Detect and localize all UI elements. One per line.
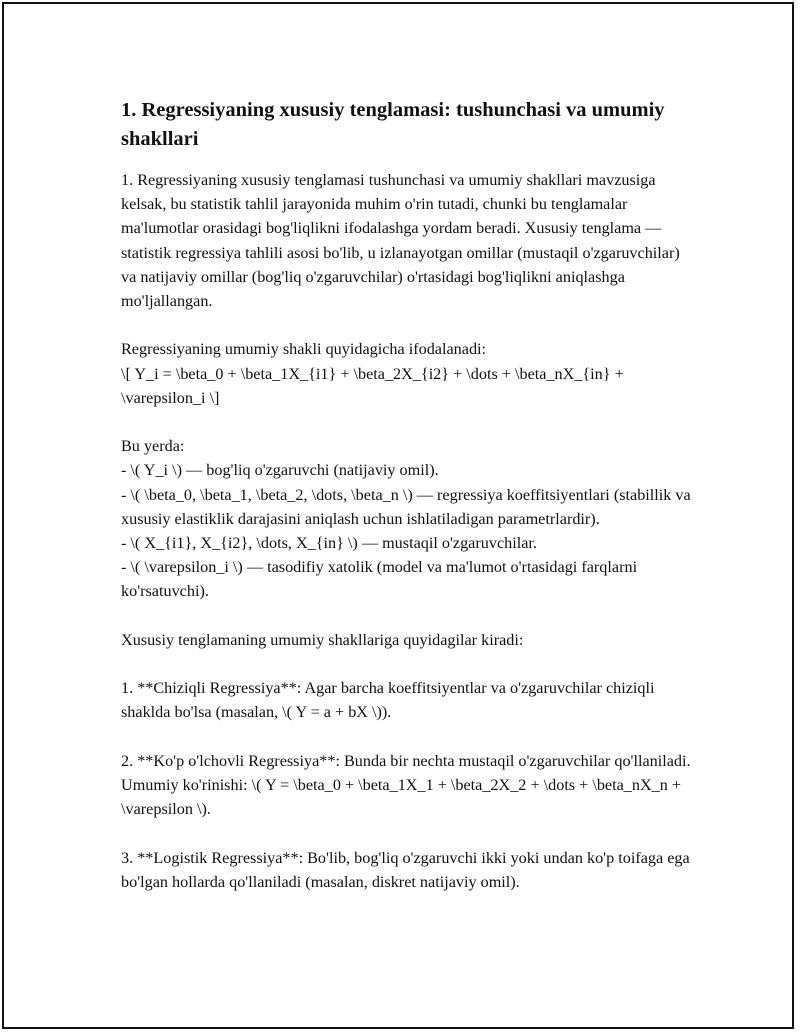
definition-item: - \( X_{i1}, X_{i2}, \dots, X_{in} \) — mustaqil o'zgaruvchilar. [121, 534, 537, 553]
forms-heading: Xususiy tenglamaning umumiy shakllariga quyidagilar kiradi: [121, 630, 524, 649]
definition-item: - \( \beta_0, \beta_1, \beta_2, \dots, \beta_n \) — regressiya koeffitsiyentlari (stabillik va xususiy elastiklik darajasini aniqlash uchun ishlatiladigan parametrlardir). [121, 485, 691, 528]
spacer [121, 821, 691, 845]
spacer [121, 313, 691, 337]
spacer [121, 604, 691, 628]
general-form-equation: \[ Y_i = \beta_0 + \beta_1X_{i1} + \beta_2X_{i2} + \dots + \beta_nX_{in} + \varepsilon_i \] [121, 364, 624, 407]
document-body [121, 96, 691, 894]
page-frame [2, 2, 794, 1029]
spacer [121, 725, 691, 749]
definitions-heading: Bu yerda: [121, 437, 185, 456]
definition-item: - \( \varepsilon_i \) — tasodifiy xatolik (model va ma'lumot o'rtasidagi farqlarni ko'rsatuvchi). [121, 558, 638, 601]
list-item-logistic-regression: 3. **Logistik Regressiya**: Bo'lib, bog'liq o'zgaruvchi ikki yoki undan ko'p toifaga ega bo'lgan hollarda qo'llaniladi (masalan, diskret natijaviy omil). [121, 848, 690, 891]
list-item-multiple-regression: 2. **Ko'p o'lchovli Regressiya**: Bunda bir nechta mustaqil o'zgaruvchilar qo'llaniladi. Umumiy ko'rinishi: \( Y = \beta_0 + \beta_1X_1 + \beta_2X_2 + \dots + \beta_nX_n + \varepsilon \). [121, 751, 691, 819]
definition-item: - \( Y_i \) — bog'liq o'zgaruvchi (natijaviy omil). [121, 461, 439, 480]
spacer [121, 652, 691, 676]
section-title: 1. Regressiyaning xususiy tenglamasi: tushunchasi va umumiy shakllari [121, 99, 665, 150]
intro-paragraph: 1. Regressiyaning xususiy tenglamasi tushunchasi va umumiy shakllari mavzusiga kelsak, bu statistik tahlil jarayonida muhim o'rin tutadi, chunki bu tenglamalar ma'lumotlar orasidagi bog'liqlikni ifodalashga yordam beradi. Xususiy tenglama — statistik regressiya tahlili asosi bo'lib, u izlanayotgan omillar (mustaqil o'zgaruvchilar) va natijaviy omillar (bog'liq o'zgaruvchilar) o'rtasidagi bog'liqlikni aniqlashga mo'ljallangan. [121, 171, 680, 311]
spacer [121, 410, 691, 434]
list-item-linear-regression: 1. **Chiziqli Regressiya**: Agar barcha koeffitsiyentlar va o'zgaruvchilar chiziqli shaklda bo'lsa (masalan, \( Y = a + bX \)). [121, 679, 655, 722]
general-form-label: Regressiyaning umumiy shakli quyidagicha ifodalanadi: [121, 340, 487, 359]
